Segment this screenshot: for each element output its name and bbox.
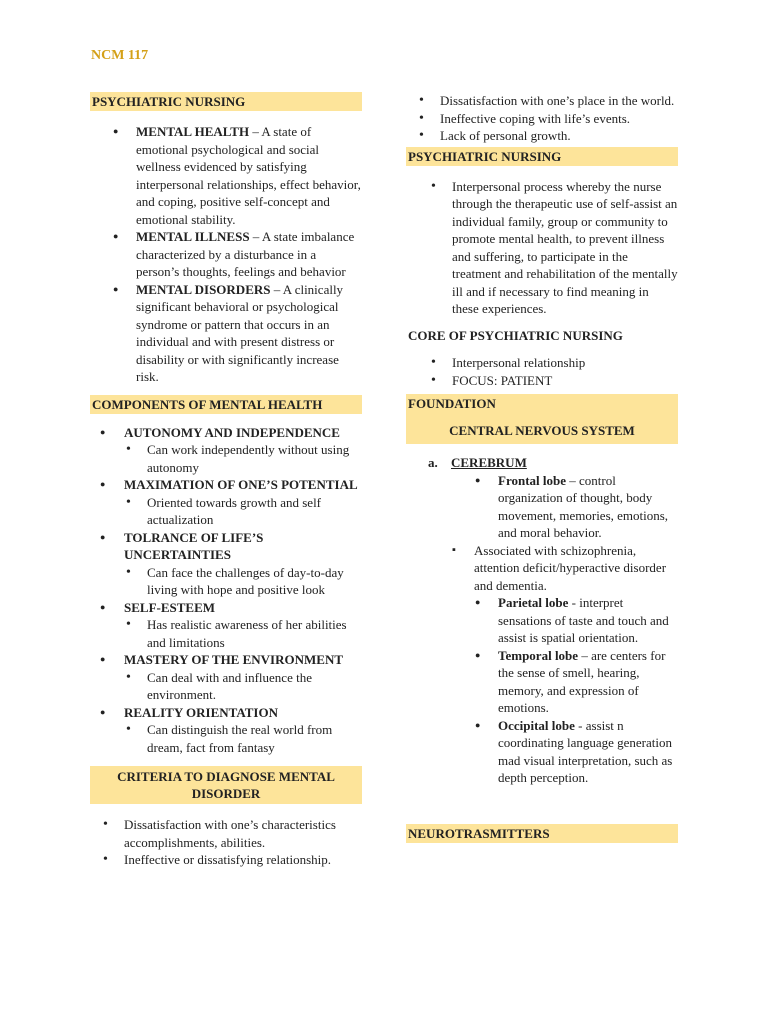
criteria-item: • Dissatisfaction with one’s characteristics accomplishments, abilities. bbox=[90, 816, 362, 851]
criteria-continued-list bbox=[406, 92, 678, 145]
component-detail: • Can work independently without using autonomy bbox=[90, 441, 362, 476]
definition-text: – A state of emotional psychological and social wellness evidenced by satisfying interpersonal relationships, effect behavior, and coping, positive self-concept and emotional stability. bbox=[136, 124, 361, 227]
cerebrum-label: CEREBRUM bbox=[451, 455, 527, 470]
definition-text: – A clinically significant behavioral or psychological syndrome or pattern that occurs in an individual and with present distress or disability or with significantly increase risk. bbox=[136, 281, 344, 384]
lobe-text: – are centers for the sense of smell, hearing, memory, and expression of emotions. bbox=[498, 647, 666, 715]
core-list bbox=[406, 354, 678, 389]
criteria-item: • Ineffective or dissatisfying relationship. bbox=[90, 851, 362, 869]
lobe-item bbox=[406, 717, 678, 787]
cerebrum-item bbox=[406, 454, 678, 472]
component-item bbox=[90, 424, 362, 477]
core-item: • Interpersonal relationship bbox=[406, 354, 678, 372]
cerebrum-letter: a. bbox=[428, 455, 438, 470]
component-detail: • Can deal with and influence the environment. bbox=[90, 669, 362, 704]
cns-header: CENTRAL NERVOUS SYSTEM bbox=[449, 423, 635, 438]
components-list bbox=[90, 424, 362, 757]
lobe-term: Parietal lobe bbox=[498, 595, 569, 610]
lobes-list bbox=[406, 594, 678, 787]
foundation-header: FOUNDATION bbox=[408, 396, 496, 411]
component-detail: • Has realistic awareness of her abilities and limitations bbox=[90, 616, 362, 651]
associated-item: ▪ Associated with schizophrenia, attention deficit/hyperactive disorder and dementia. bbox=[406, 542, 678, 595]
criteria-item: • Ineffective coping with life’s events. bbox=[406, 110, 678, 128]
lobe-text: - interpret sensations of taste and touch and assist is spatial orientation. bbox=[498, 595, 669, 645]
lobe-term: Temporal lobe bbox=[498, 647, 579, 663]
lobe-item bbox=[406, 594, 678, 647]
definition-term: MENTAL ILLNESS bbox=[136, 229, 250, 244]
components-header: COMPONENTS OF MENTAL HEALTH bbox=[90, 395, 362, 414]
component-title: TOLRANCE OF LIFE’S UNCERTAINTIES bbox=[124, 529, 264, 562]
component-detail: • Can distinguish the real world from dream, fact from fantasy bbox=[90, 721, 362, 756]
component-title: REALITY ORIENTATION bbox=[124, 704, 278, 720]
definition-text: – A state imbalance characterized by a disturbance in a person’s thoughts, feelings and behavior bbox=[136, 229, 355, 279]
core-header: CORE OF PSYCHIATRIC NURSING bbox=[408, 327, 623, 343]
lobe-term: Frontal lobe bbox=[498, 472, 567, 488]
lobe-text: – control organization of thought, body movement, memories, emotions, and moral behavior. bbox=[498, 472, 669, 540]
lobe-text: - assist n coordinating language generation mad visual interpretation, such as depth perception. bbox=[498, 717, 673, 785]
component-detail: • Oriented towards growth and self actualization bbox=[90, 494, 362, 529]
criteria-header: CRITERIA TO DIAGNOSE MENTAL DISORDER bbox=[90, 766, 362, 804]
definition-term: MENTAL DISORDERS bbox=[136, 281, 271, 297]
component-title: AUTONOMY AND INDEPENDENCE bbox=[124, 424, 340, 440]
psychiatric-nursing-header-2: PSYCHIATRIC NURSING bbox=[406, 147, 678, 166]
criteria-item: • Dissatisfaction with one’s place in the world. bbox=[406, 92, 678, 110]
lobe-item bbox=[406, 647, 678, 717]
left-column bbox=[90, 92, 362, 869]
component-item bbox=[90, 529, 362, 599]
component-title: MASTERY OF THE ENVIRONMENT bbox=[124, 652, 344, 667]
right-column bbox=[406, 92, 678, 843]
component-title: SELF-ESTEEM bbox=[124, 599, 216, 615]
criteria-list bbox=[90, 816, 362, 869]
lobe-item bbox=[406, 472, 678, 542]
component-item bbox=[90, 704, 362, 757]
component-item bbox=[90, 651, 362, 704]
lobe-term: Occipital lobe bbox=[498, 717, 575, 733]
definitions-list bbox=[90, 123, 362, 386]
component-item bbox=[90, 476, 362, 529]
psych-definition: • Interpersonal process whereby the nurse through the therapeutic use of self-assist an individual family, group or community to promote mental health, to prevent illness and suffering, to participate in the treatment and rehabilitation of the mentally ill and if necessary to find meaning in these experiences. bbox=[406, 178, 678, 318]
component-item bbox=[90, 599, 362, 652]
component-title: MAXIMATION OF ONE’S POTENTIAL bbox=[124, 477, 358, 492]
page-title: NCM 117 bbox=[91, 48, 149, 63]
psychiatric-nursing-header: PSYCHIATRIC NURSING bbox=[90, 92, 362, 111]
frontal-list bbox=[406, 472, 678, 542]
definition-item bbox=[90, 123, 362, 228]
psych-definition-list bbox=[406, 178, 678, 318]
criteria-item: • Lack of personal growth. bbox=[406, 127, 678, 145]
core-item: • FOCUS: PATIENT bbox=[406, 372, 678, 390]
component-detail: • Can face the challenges of day-to-day living with hope and positive look bbox=[90, 564, 362, 599]
associated-list bbox=[406, 542, 678, 595]
definition-term: MENTAL HEALTH bbox=[136, 124, 250, 139]
definition-item bbox=[90, 228, 362, 281]
foundation-block bbox=[406, 394, 678, 444]
neurotransmitters-header: NEUROTRASMITTERS bbox=[406, 824, 678, 843]
definition-item bbox=[90, 281, 362, 386]
